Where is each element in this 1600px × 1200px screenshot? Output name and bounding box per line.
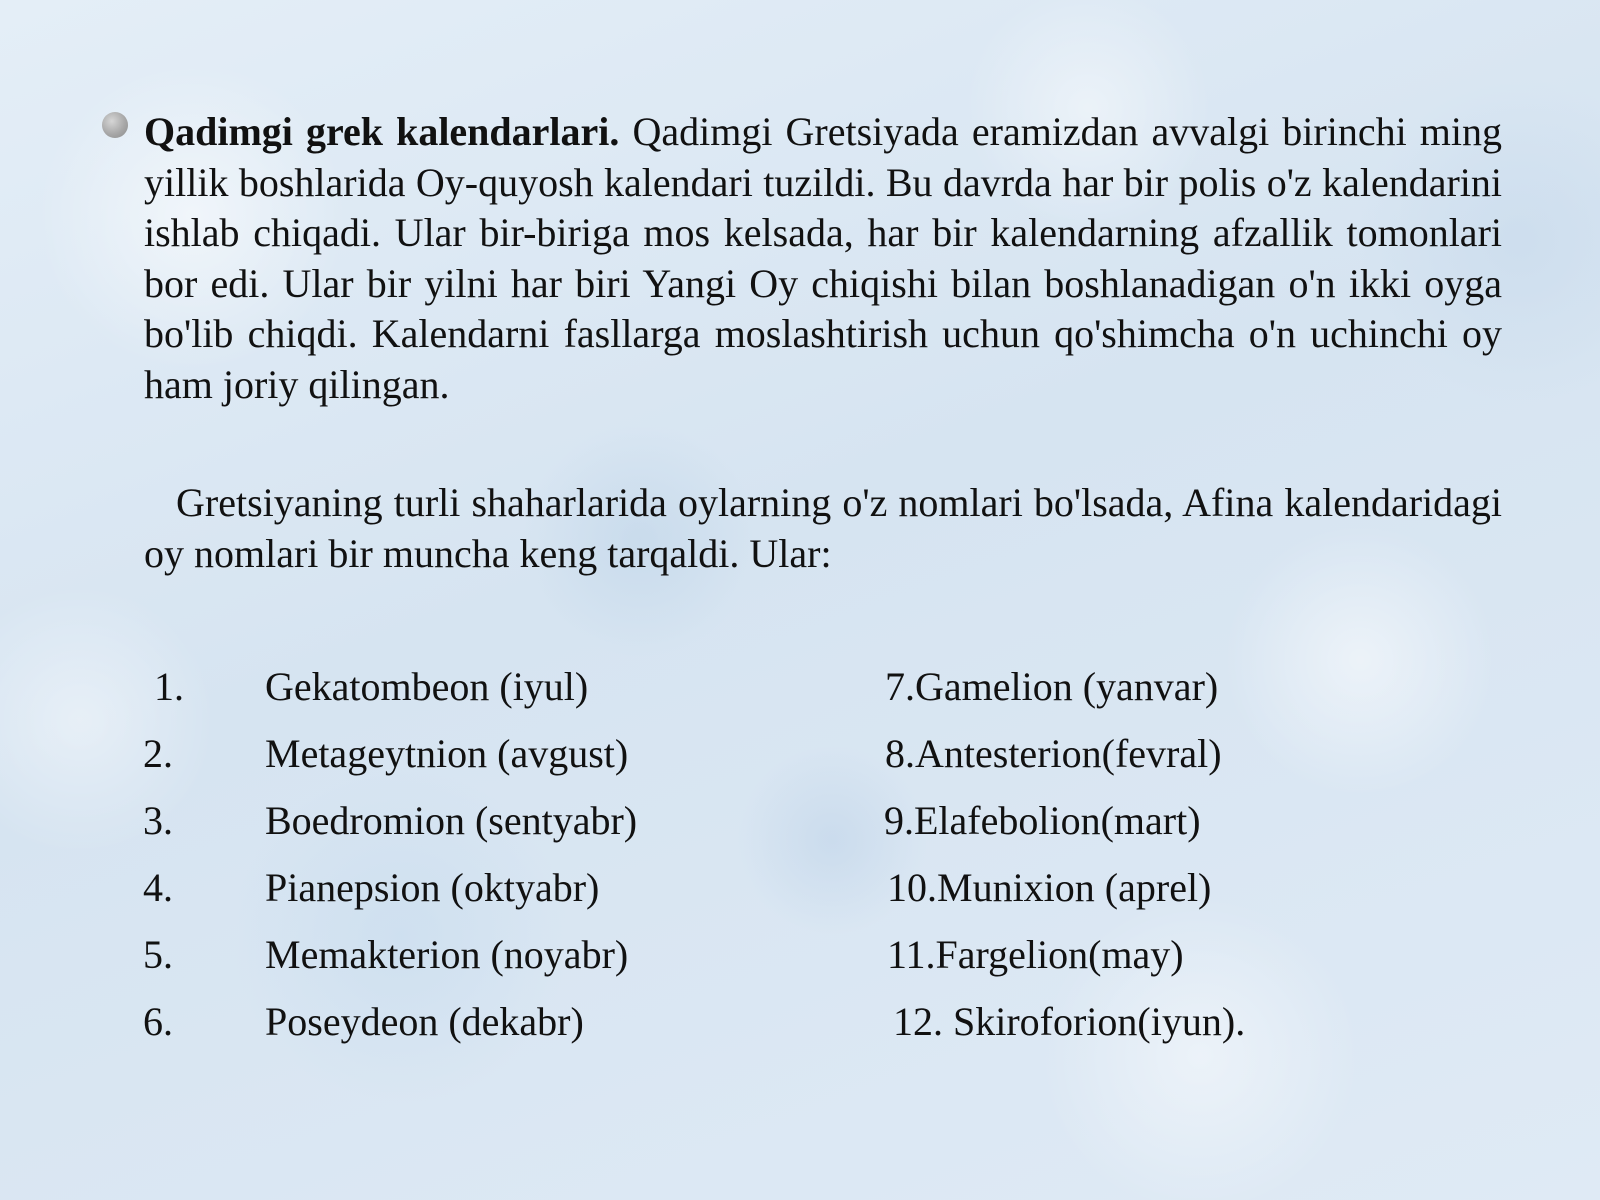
list-item-month-right: 12. Skiroforion(iyun). bbox=[893, 999, 1246, 1044]
list-item-number: 1. bbox=[154, 664, 184, 709]
intro-heading: Qadimgi grek kalendarlari. bbox=[144, 109, 620, 154]
list-item-number: 3. bbox=[143, 798, 173, 843]
list-item-month-right: 7.Gamelion (yanvar) bbox=[885, 664, 1219, 709]
list-item bbox=[0, 729, 1600, 789]
list-item-month: Pianepsion (oktyabr) bbox=[265, 865, 600, 910]
intro-text: Qadimgi Gretsiyada eramizdan avvalgi birinchi ming yillik boshlarida Oy-quyosh kalendari tuzildi. Bu davrda har bir polis o'z kalendarini ishlab chiqadi. Ular bir-biriga mos kelsada, har bir kalendarning afzallik tomonlari bor edi. Ular bir yilni har biri Yangi Oy chiqishi bilan boshlanadigan o'n ikki oyga bo'lib chiqdi. Kalendarni fasllarga moslashtirish uchun qo'shimcha o'n uchinchi oy ham joriy qilingan. bbox=[144, 109, 1502, 407]
list-item-month: Gekatombeon (iyul) bbox=[265, 664, 589, 709]
list-item-month: Memakterion (noyabr) bbox=[265, 932, 629, 977]
months-intro-paragraph: Gretsiyaning turli shaharlarida oylarning o'z nomlari bo'lsada, Afina kalendaridagi oy nomlari bir muncha keng tarqaldi. Ular: bbox=[144, 480, 1502, 576]
list-item-month-right: 10.Munixion (aprel) bbox=[887, 865, 1212, 910]
list-item bbox=[0, 863, 1600, 923]
list-item-number: 4. bbox=[143, 865, 173, 910]
list-item bbox=[0, 796, 1600, 856]
list-item-number: 5. bbox=[143, 932, 173, 977]
list-item bbox=[0, 662, 1600, 722]
list-item-month-right: 9.Elafebolion(mart) bbox=[884, 798, 1201, 843]
list-item bbox=[0, 930, 1600, 990]
list-item-month-right: 11.Fargelion(may) bbox=[887, 932, 1184, 977]
list-item-number: 2. bbox=[143, 731, 173, 776]
list-item-month: Boedromion (sentyabr) bbox=[265, 798, 638, 843]
intro-paragraph bbox=[144, 107, 1502, 410]
list-item bbox=[0, 997, 1600, 1057]
list-item-number: 6. bbox=[143, 999, 173, 1044]
list-item-month-right: 8.Antesterion(fevral) bbox=[885, 731, 1222, 776]
list-item-month: Metageytnion (avgust) bbox=[265, 731, 629, 776]
bullet-icon bbox=[102, 112, 128, 138]
list-item-month: Poseydeon (dekabr) bbox=[265, 999, 584, 1044]
